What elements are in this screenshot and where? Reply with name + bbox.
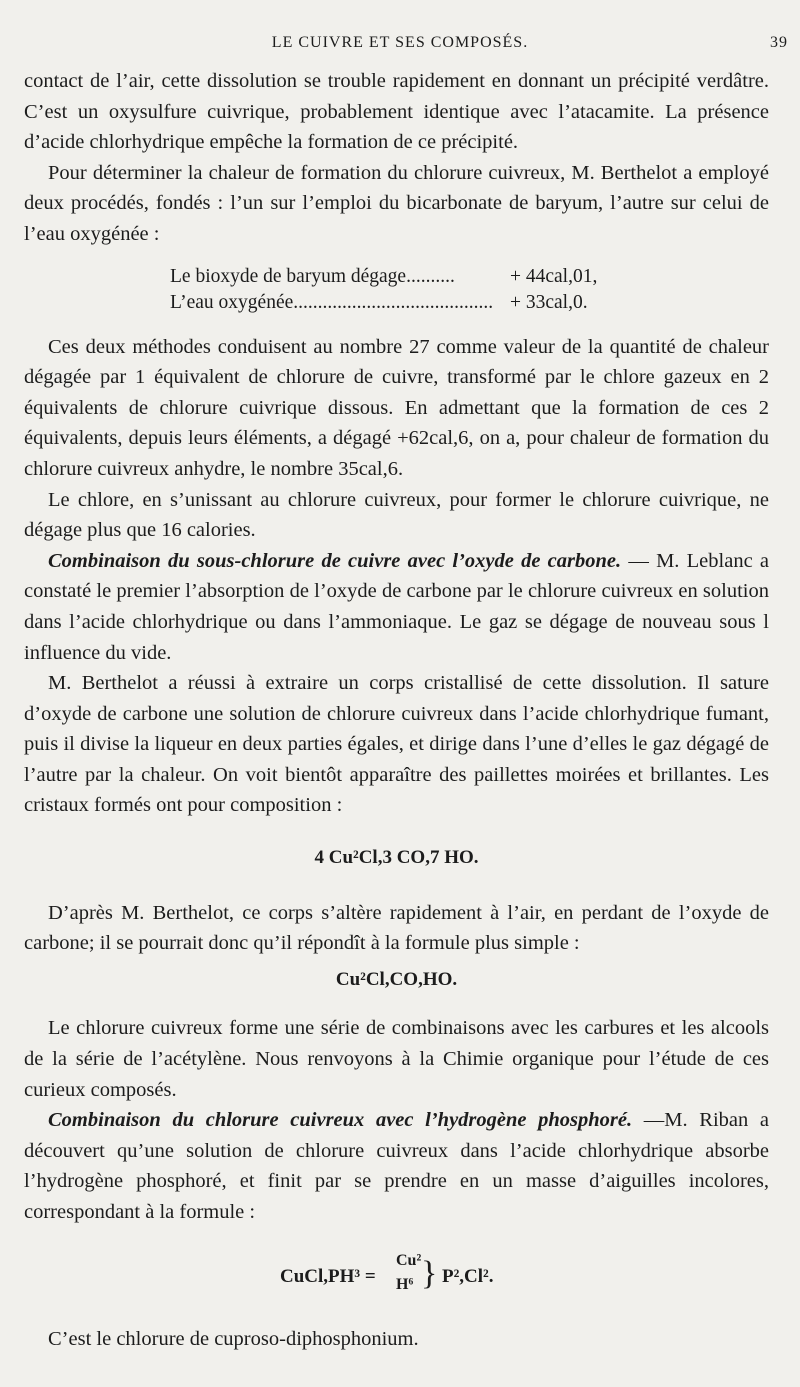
table-value: + 33cal,0. (510, 291, 588, 313)
paragraph-text: —M. Riban a découvert qu’une solution de chlorure cuivreux dans l’acide chlorhydrique absorbe l’hydrogène phosphoré, et finit par se prendre en un masse d’aiguilles incolores, correspondant à la formule : (24, 1109, 770, 1223)
section-heading: Combinaison du chlorure cuivreux avec l’hydrogène phosphoré. (48, 1109, 633, 1132)
paragraph-text: — M. Leblanc a constaté le premier l’absorption de l’oxyde de carbone par le chlorure cuivreux en solution dans l’acide chlorhydrique ou dans l’ammoniaque. Le gaz se dégage de nouveau sous l influence du vide. (24, 549, 769, 664)
formula-denominator: H⁶ (396, 1275, 414, 1293)
paragraph (24, 1105, 769, 1227)
formula-numerator: Cu² (396, 1251, 422, 1269)
paragraph: Pour déterminer la chaleur de formation du chlorure cuivreux, M. Berthelot a employé deux procédés, fondés : l’un sur l’emploi du bicarbonate de baryum, l’autre sur celui de l’eau oxygénée : (24, 161, 769, 245)
heat-table (170, 264, 769, 316)
body-text (24, 66, 769, 1354)
table-row (170, 264, 769, 290)
paragraph: Ces deux méthodes conduisent au nombre 27 comme valeur de la quantité de chaleur dégagée par 1 équivalent de chlorure de cuivre, transformé par le chlore gazeux en 2 équivalents de chlorure cuivrique dissous. En admettant que la formation de ces 2 équivalents, depuis leurs éléments, a dégagé +62cal,6, on a, pour chaleur de formation du chlorure cuivreux anhydre, le nombre 35cal,6. (24, 335, 769, 480)
paragraph (24, 546, 769, 668)
formula-left: CuCl,PH³ = (280, 1265, 376, 1287)
page-header (0, 34, 800, 58)
paragraph: M. Berthelot a réussi à extraire un corps cristallisé de cette dissolution. Il sature d’oxyde de carbone une solution de chlorure cuivreux dans l’acide chlorhydrique fumant, puis il divise la liqueur en deux parties égales, et dirige dans l’une d’elles le gaz dégagé de l’autre par la chaleur. On voit bientôt apparaître des paillettes moirées et brillantes. Les cristaux formés ont pour composition : (24, 672, 769, 817)
paragraph: contact de l’air, cette dissolution se trouble rapidement en donnant un précipité verdâtre. C’est un oxysulfure cuivrique, probablement identique avec l’atacamite. La présence d’acide chlorhydrique empêche la formation de ce précipité. (24, 70, 769, 154)
paragraph: Le chlore, en s’unissant au chlorure cuivreux, pour former le chlorure cuivrique, ne dégage plus que 16 calories. (24, 488, 769, 542)
formula: Cu²Cl,CO,HO. (335, 968, 458, 990)
formula-right: P²,Cl². (442, 1265, 494, 1287)
running-title: LE CUIVRE ET SES COMPOSÉS. (271, 34, 529, 51)
table-label: L’eau oxygénée......................................... (170, 291, 494, 313)
table-label: Le bioxyde de baryum dégage.......... (170, 265, 455, 287)
formula-brace: } (421, 1254, 438, 1292)
formula: 4 Cu²Cl,3 CO,7 HO. (314, 847, 479, 869)
page-number: 39 (770, 34, 788, 51)
table-value: + 44cal,01, (510, 265, 598, 287)
paragraph: C’est le chlorure de cuproso-diphosphonium. (48, 1327, 419, 1350)
paragraph: D’après M. Berthelot, ce corps s’altère rapidement à l’air, en perdant de l’oxyde de carbone; il se pourrait donc qu’il répondît à la formule plus simple : (24, 901, 769, 955)
section-heading: Combinaison du sous-chlorure de cuivre avec l’oxyde de carbone. (48, 549, 622, 572)
formula-block (24, 1246, 769, 1302)
paragraph: Le chlorure cuivreux forme une série de combinaisons avec les carbures et les alcools de la série de l’acétylène. Nous renvoyons à la Chimie organique pour l’étude de ces curieux composés. (24, 1017, 769, 1101)
table-row (170, 290, 769, 316)
